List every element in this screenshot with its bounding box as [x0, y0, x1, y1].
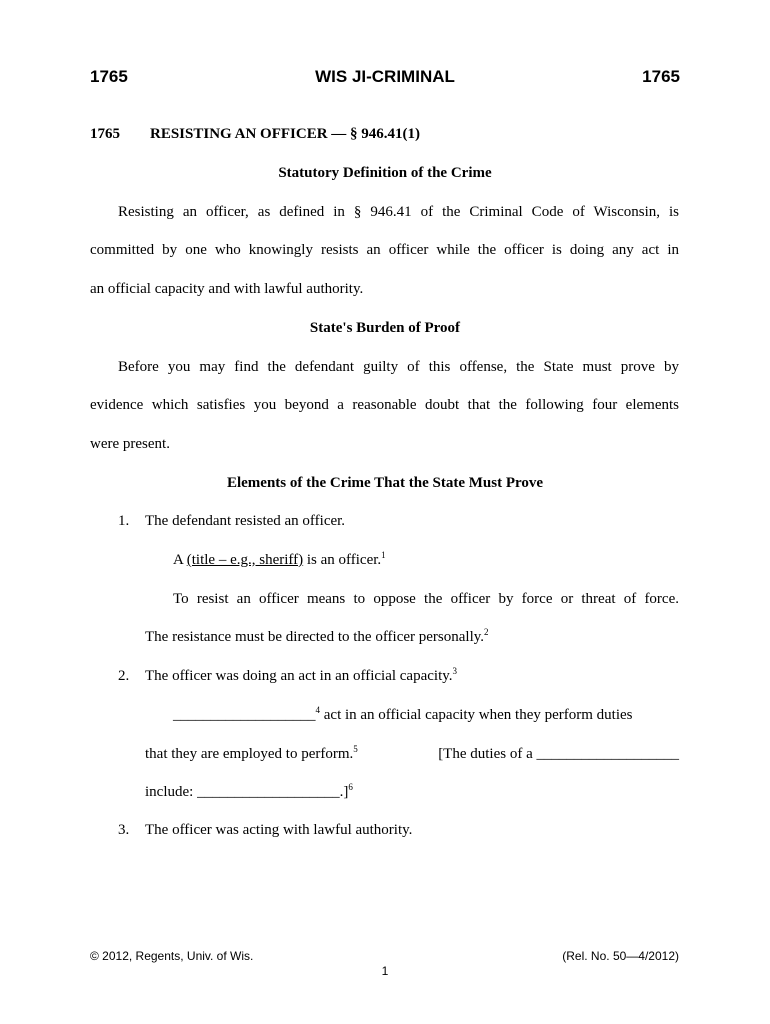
- burden-line-3: were present.: [90, 436, 170, 452]
- resist-definition-line-1: To resist an officer means to oppose the officer by force or threat of force.: [173, 591, 679, 607]
- footnote-1: 1: [381, 550, 386, 560]
- officer-blank: ___________________: [173, 707, 316, 723]
- footnote-6: 6: [348, 782, 353, 792]
- element-3-number: 3.: [118, 822, 130, 838]
- burden-line-1: Before you may find the defendant guilty of this offense, the State must prove by: [118, 359, 679, 375]
- resist-definition-line-2-text: The resistance must be directed to the officer personally.: [145, 629, 485, 645]
- officer-line-prefix: A: [173, 552, 187, 568]
- section-heading-burden: State's Burden of Proof: [309, 320, 461, 336]
- element-1-number: 1.: [118, 513, 130, 529]
- definition-line-3: an official capacity and with lawful authority.: [90, 281, 364, 297]
- official-capacity-line-1-text: act in an official capacity when they perform duties: [320, 707, 633, 723]
- officer-line-suffix: is an officer.: [303, 552, 382, 568]
- header-right-number: 1765: [642, 67, 680, 86]
- definition-line-2: committed by one who knowingly resists an officer while the officer is doing any act in: [90, 242, 679, 258]
- instruction-number: 1765: [90, 126, 120, 142]
- duties-bracket-line: [The duties of a ___________________: [438, 746, 679, 762]
- instruction-title: RESISTING AN OFFICER — § 946.41(1): [150, 126, 421, 142]
- element-2-number: 2.: [118, 668, 130, 684]
- header-title: WIS JI-CRIMINAL: [315, 67, 455, 86]
- duties-include-text: include: ___________________.]: [145, 784, 349, 800]
- footnote-2: 2: [484, 627, 489, 637]
- official-capacity-line-1: [173, 707, 633, 724]
- burden-line-2: evidence which satisfies you beyond a reasonable doubt that the following four elements: [90, 397, 679, 413]
- element-2-text: [145, 668, 457, 685]
- element-3-text: The officer was acting with lawful authority.: [145, 822, 413, 838]
- definition-line-1: Resisting an officer, as defined in § 946.41 of the Criminal Code of Wisconsin, is: [118, 204, 679, 220]
- element-2-text-body: The officer was doing an act in an official capacity.: [145, 668, 453, 684]
- section-heading-elements: Elements of the Crime That the State Must Prove: [226, 475, 544, 491]
- element-1-text: The defendant resisted an officer.: [145, 513, 346, 529]
- footnote-3: 3: [452, 666, 458, 676]
- page-number: 1: [381, 964, 389, 978]
- element-1-officer-line: [173, 552, 386, 569]
- resist-definition-line-2: [145, 629, 489, 646]
- officer-title-placeholder: (title – e.g., sheriff): [186, 552, 304, 568]
- official-capacity-line-2-text: that they are employed to perform.: [145, 746, 354, 762]
- footnote-4: 4: [315, 705, 320, 715]
- footer-release: (Rel. No. 50—4/2012): [562, 949, 679, 963]
- footnote-5: 5: [353, 744, 358, 754]
- duties-include-line: [145, 784, 353, 801]
- header-left-number: 1765: [90, 67, 128, 86]
- section-heading-definition: Statutory Definition of the Crime: [278, 165, 492, 181]
- footer-copyright: © 2012, Regents, Univ. of Wis.: [90, 949, 254, 963]
- official-capacity-line-2: [145, 746, 358, 763]
